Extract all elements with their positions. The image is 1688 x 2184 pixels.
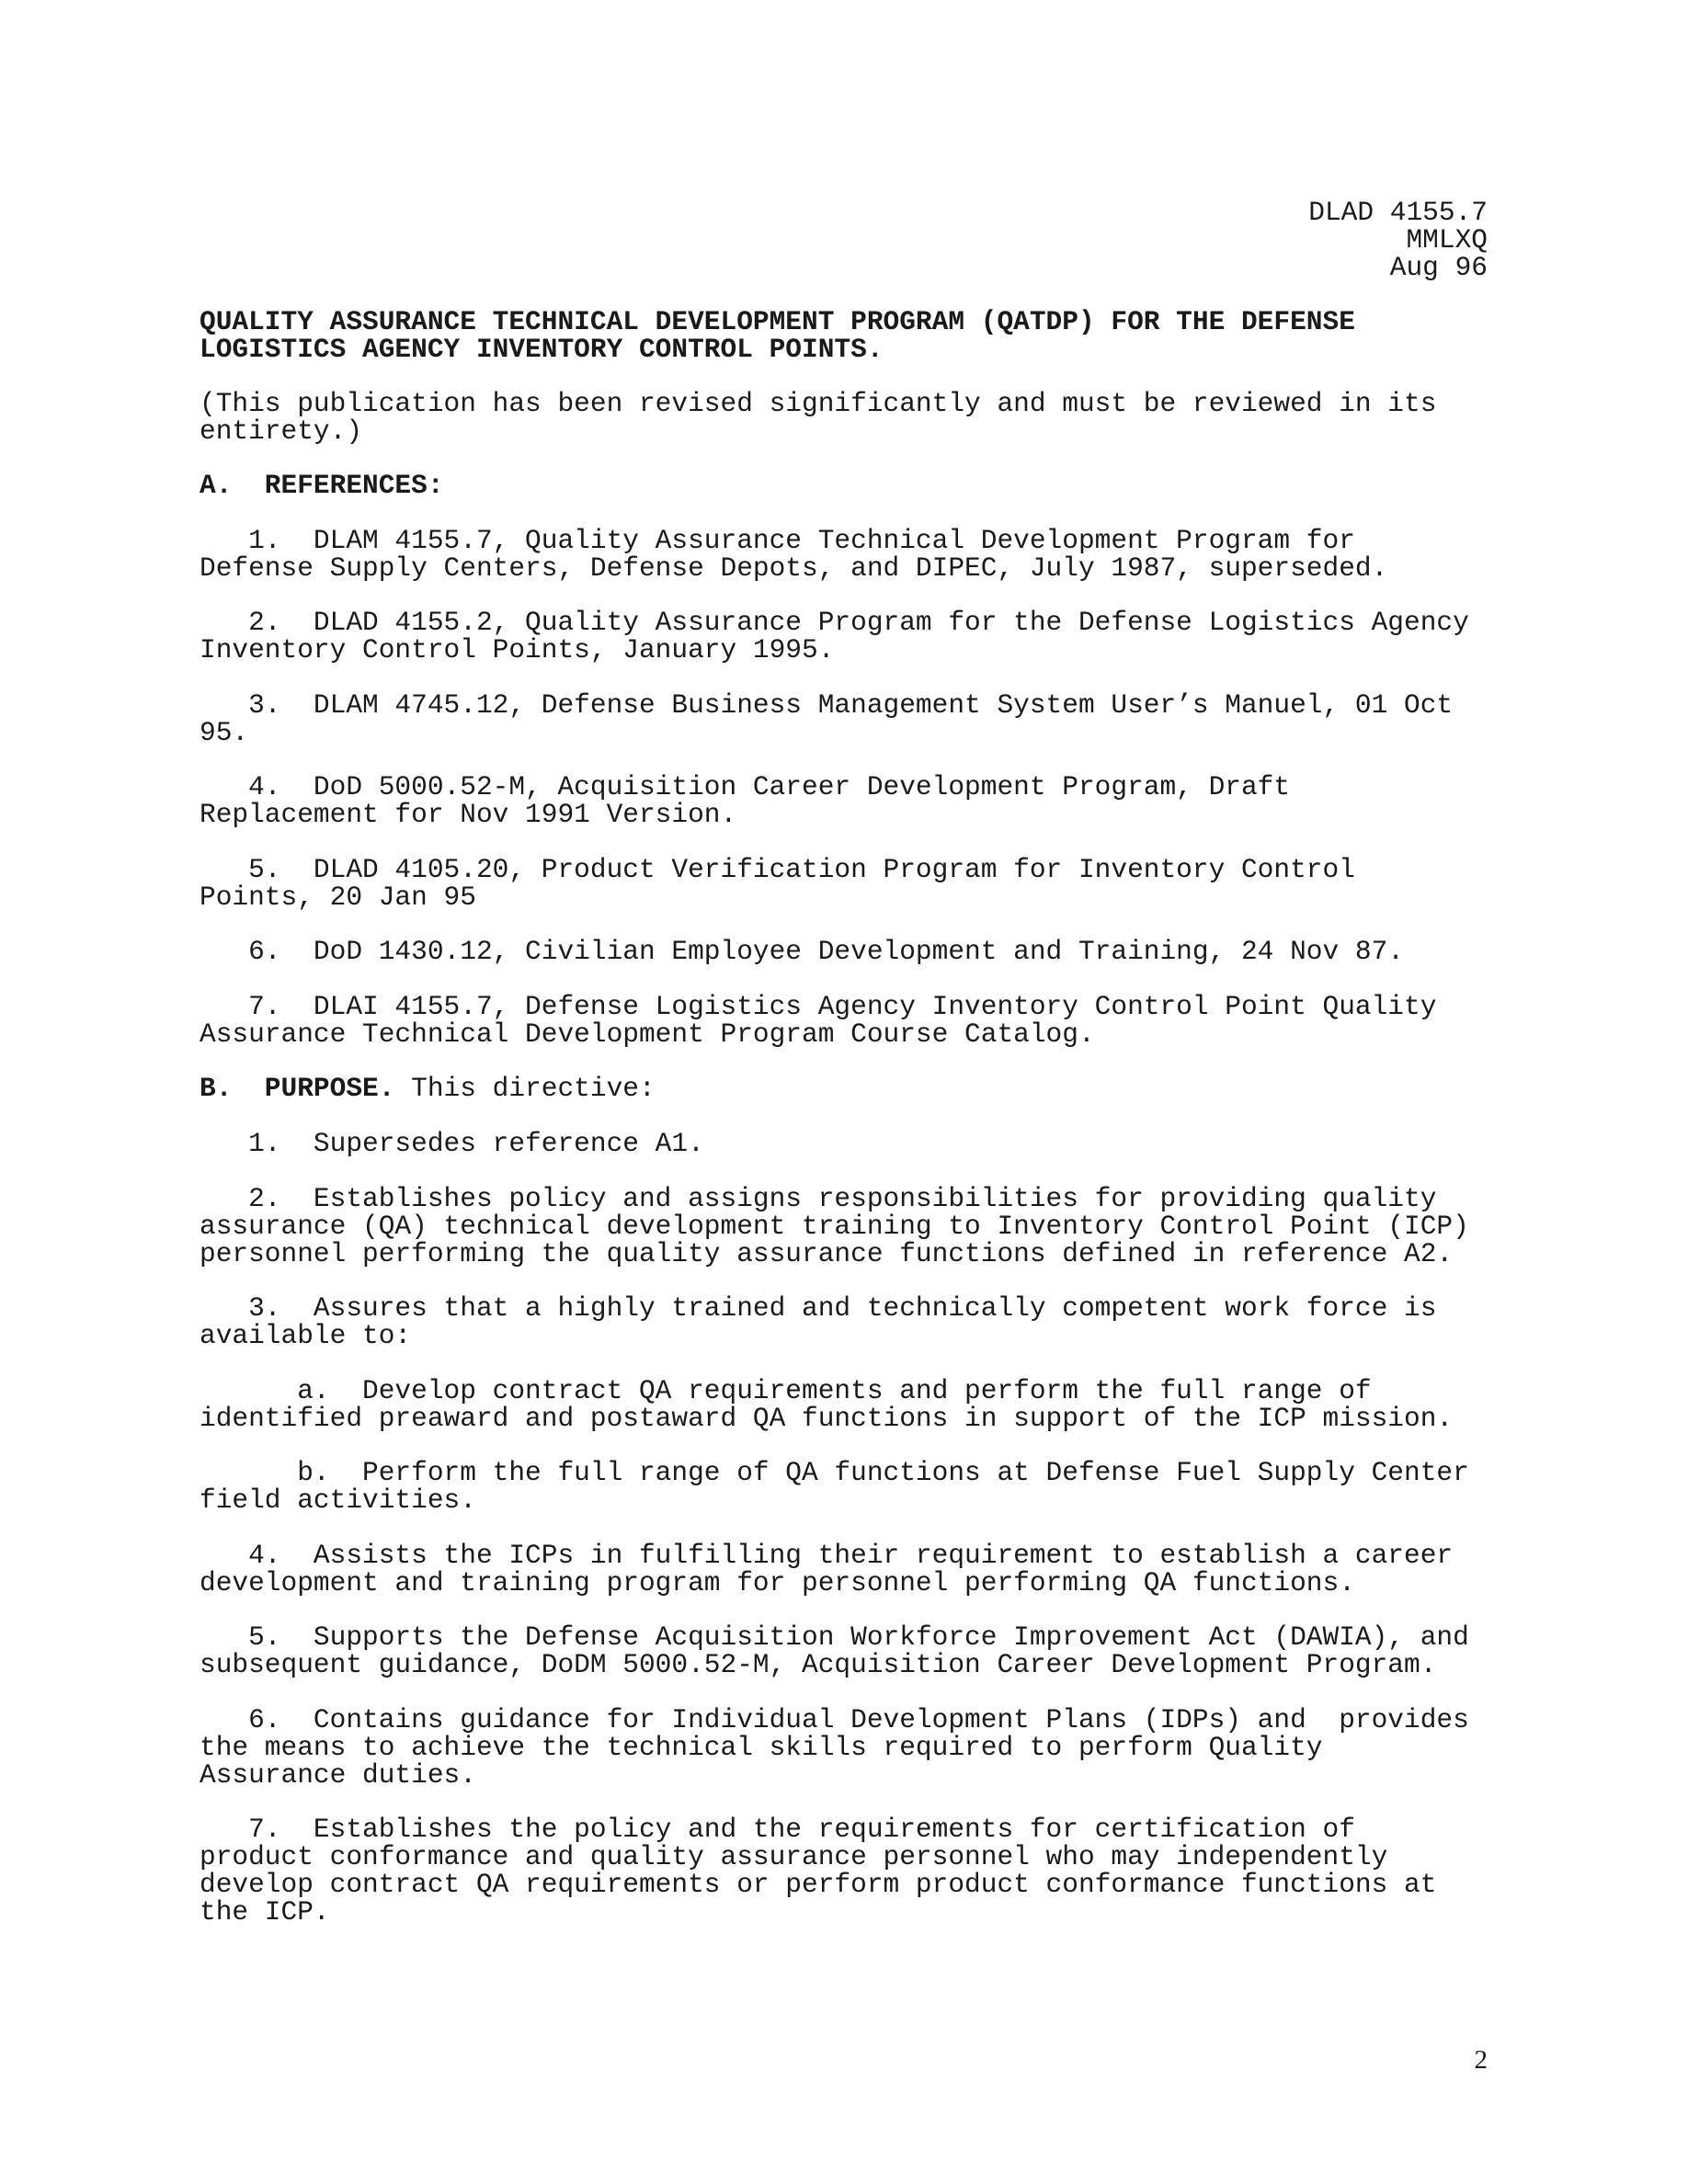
document-number: DLAD 4155.7 xyxy=(1308,197,1488,228)
purpose-3a-line-2: identified preaward and postaward QA functions in support of the ICP mission. xyxy=(200,1403,1454,1434)
revision-note-line-1: (This publication has been revised significantly and must be reviewed in its xyxy=(200,388,1437,419)
reference-7-line-2: Assurance Technical Development Program Course Catalog. xyxy=(200,1018,1095,1050)
purpose-3-line-1: 3. Assures that a highly trained and technically competent work force is xyxy=(200,1292,1437,1324)
document-date: Aug 96 xyxy=(1389,252,1488,283)
purpose-5-line-2: subsequent guidance, DoDM 5000.52-M, Acquisition Career Development Program. xyxy=(200,1649,1437,1680)
section-a-heading: A. REFERENCES: xyxy=(200,470,444,501)
purpose-7-line-1: 7. Establishes the policy and the requirements for certification of xyxy=(200,1814,1355,1845)
reference-3-line-1: 3. DLAM 4745.12, Defense Business Management System User’s Manuel, 01 Oct xyxy=(200,689,1454,721)
title-line-2: LOGISTICS AGENCY INVENTORY CONTROL POINTS. xyxy=(200,334,884,365)
purpose-3b-line-2: field activities. xyxy=(200,1484,476,1516)
section-b-heading: B. PURPOSE. xyxy=(200,1073,395,1104)
purpose-3a-line-1: a. Develop contract QA requirements and perform the full range of xyxy=(200,1375,1372,1406)
reference-1-line-1: 1. DLAM 4155.7, Quality Assurance Technical Development Program for xyxy=(200,525,1355,556)
purpose-3b-line-1: b. Perform the full range of QA functions at Defense Fuel Supply Center xyxy=(200,1457,1469,1488)
title-line-1: QUALITY ASSURANCE TECHNICAL DEVELOPMENT PROGRAM (QATDP) FOR THE DEFENSE xyxy=(200,306,1355,337)
reference-2-line-1: 2. DLAD 4155.2, Quality Assurance Program for the Defense Logistics Agency xyxy=(200,607,1469,638)
reference-6-line-1: 6. DoD 1430.12, Civilian Employee Development and Training, 24 Nov 87. xyxy=(200,936,1405,967)
purpose-6-line-1: 6. Contains guidance for Individual Development Plans (IDPs) and provides xyxy=(200,1704,1469,1735)
revision-note-line-2: entirety.) xyxy=(200,415,363,447)
purpose-6-line-2: the means to achieve the technical skills required to perform Quality xyxy=(200,1732,1323,1763)
purpose-4-line-1: 4. Assists the ICPs in fulfilling their requirement to establish a career xyxy=(200,1540,1454,1571)
purpose-1-line-1: 1. Supersedes reference A1. xyxy=(200,1128,704,1159)
purpose-7-line-2: product conformance and quality assurance personnel who may independently xyxy=(200,1841,1388,1872)
section-b-intro: This directive: xyxy=(394,1073,656,1104)
purpose-7-line-3: develop contract QA requirements or perform product conformance functions at xyxy=(200,1869,1437,1900)
reference-3-line-2: 95. xyxy=(200,717,249,748)
reference-4-line-2: Replacement for Nov 1991 Version. xyxy=(200,799,737,830)
purpose-5-line-1: 5. Supports the Defense Acquisition Workforce Improvement Act (DAWIA), and xyxy=(200,1621,1469,1653)
reference-7-line-1: 7. DLAI 4155.7, Defense Logistics Agency Inventory Control Point Quality xyxy=(200,991,1437,1022)
page-number: 2 xyxy=(1474,2045,1488,2075)
purpose-3-line-2: available to: xyxy=(200,1320,412,1351)
purpose-2-line-2: assurance (QA) technical development training to Inventory Control Point (ICP) xyxy=(200,1211,1469,1242)
reference-1-line-2: Defense Supply Centers, Defense Depots, and DIPEC, July 1987, superseded. xyxy=(200,552,1388,584)
purpose-7-line-4: the ICP. xyxy=(200,1896,330,1928)
purpose-4-line-2: development and training program for personnel performing QA functions. xyxy=(200,1567,1355,1598)
reference-5-line-1: 5. DLAD 4105.20, Product Verification Program for Inventory Control xyxy=(200,854,1355,885)
reference-5-line-2: Points, 20 Jan 95 xyxy=(200,882,476,913)
purpose-2-line-3: personnel performing the quality assurance functions defined in reference A2. xyxy=(200,1238,1454,1269)
office-symbol: MMLXQ xyxy=(1406,224,1488,256)
section-b-heading-line xyxy=(200,1075,656,1102)
reference-4-line-1: 4. DoD 5000.52-M, Acquisition Career Development Program, Draft xyxy=(200,771,1291,802)
purpose-2-line-1: 2. Establishes policy and assigns responsibilities for providing quality xyxy=(200,1183,1437,1214)
purpose-6-line-3: Assurance duties. xyxy=(200,1759,476,1791)
reference-2-line-2: Inventory Control Points, January 1995. xyxy=(200,634,835,665)
